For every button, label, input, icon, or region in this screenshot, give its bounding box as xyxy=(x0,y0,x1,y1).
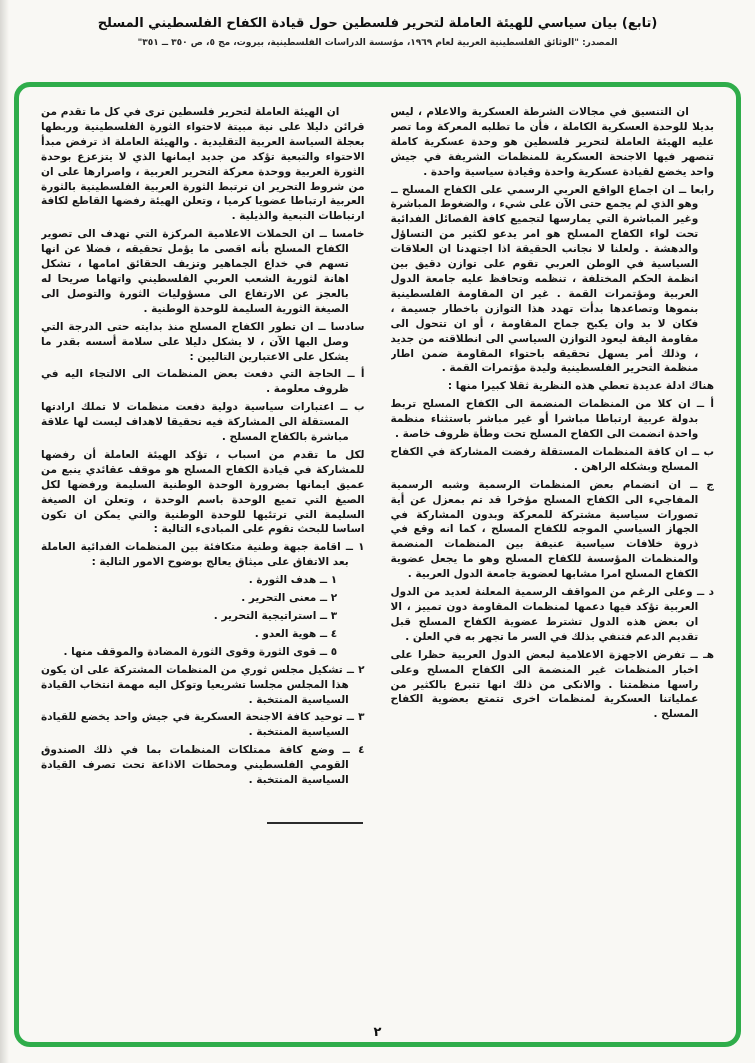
column-right xyxy=(391,105,715,1016)
paragraph: ١ ــ هدف الثورة . xyxy=(248,574,338,587)
paragraph: ٣ ــ توحيد كافة الاجنحة العسكرية في جيش واحد يخضع للقيادة السياسية المنتخبة . xyxy=(41,711,365,739)
paragraph: ٣ ــ استراتيجية التحرير . xyxy=(213,610,338,622)
paragraph: ان الهيئة العاملة لتحرير فلسطين ترى في كل ما تقدم من قرائن دليلا على نية مبيتة لاحتواء الثورة الفلسطينية وربطها بعجلة السياسة العربية التقليدية . والهيئة العاملة اذ ترفض مبدأ الاحتواء والتبعية تؤكد من جديد ايمانها الذي لا يتزعزع بوحدة الثورة العربية ووحدة معركة التحرير العربية ، واصرارها على ان من شروط التحرير ان ترتبط الثورة العربية الفلسطينية بالثورة العربية ارتباطا عضويا كرميا ، وتعلن الهيئة رفضها القاطع لكافة ارتباطات التبعية والذيلية . xyxy=(41,106,365,223)
paragraph: ٥ ــ قوى الثورة وقوى الثورة المضادة والموقف منها . xyxy=(63,645,338,658)
paragraph: ٤ ــ هوية العدو . xyxy=(254,627,338,640)
paragraph: د ــ وعلى الرغم من المواقف الرسمية المعلنة لعديد من الدول العربية تؤكد فيها دعمها لمنظمات المقاومة دون تمييز ، الا ان بعض هذه الدول تشترط عضوية الكفاح المسلح قبل تقديم الدعم فتنفي بذلك في السر ما تجهر به في العلن . xyxy=(390,586,714,643)
paragraph: خامسا ــ ان الحملات الاعلامية المركزة التي تهدف الى تصوير الكفاح المسلح بأنه اقصى ما يؤمل تحقيقه ، فضلا عن انها تسهم في خداع الجماهير وتزيف الحقائق امامها ، تشكل اهانة لثورية الشعب العربي الفلسطيني واتهاما صريحا له بالعجز عن الارتفاع الى مسؤوليات الثورة والتوصل الى الصيغة الثورية السليمة للوحدة الوطنية . xyxy=(41,228,365,315)
paragraph: ١ ــ اقامة جبهة وطنية متكافئة بين المنظمات الفدائية العاملة بعد الاتفاق على ميثاق يعالج بوضوح الامور التالية : xyxy=(41,541,365,569)
paragraph: لكل ما تقدم من اسباب ، تؤكد الهيئة العاملة أن رفضها للمشاركة في قيادة الكفاح المسلح هو موقف عقائدي ينبع من عميق ايمانها بضرورة الوحدة الوطنية السليمة ورفضها لكل الصيغ التي تميع الوحدة باسم الوحدة ، وتعلن ان الصيغة السليمة التي ترتئيها للوحدة الوطنية والتي يمكن ان تكون اساسا للبحث تقوم على المبادىء التالية : xyxy=(41,448,365,536)
column-left-paragraphs xyxy=(41,105,365,788)
paragraph: هـ ــ تفرض الاجهزة الاعلامية لبعض الدول العربية حظرا على اخبار المنظمات غير المنضمة الى الكفاح المسلح وعلى راسها منظمتنا . والانكى من ذلك انها تتبرع بالكثير من عملياتنا العسكرية لمنظمات اخرى تتمتع بعضوية الكفاح المسلح . xyxy=(390,648,714,721)
paragraph: رابعا ــ ان اجماع الواقع العربي الرسمي على الكفاح المسلح ــ وهو الذي لم يجمع حتى الآن على شيء ، والضغوط المباشرة وغير المباشرة التي يمارسها لتجميع كافة الفصائل الفدائية تحت لواء الكفاح المسلح هو امر يدعو لكثير من التساؤل والدهشة . ولعلنا لا نجانب الحقيقة اذا اجتهدنا ان العلاقات السياسية في الوطن العربي تقوم على توازن دقيق بين انظمة الحكم المختلفة ، تنظمه وتحافظ عليه جامعة الدول العربية ومؤتمرات القمة . غير ان المقاومة الفلسطينية بنموها وتصاعدها بدأت تهدد هذا التوازن باخطار جسيمة ، فكان لا بد وان يكبح جماح المقاومة ، أو ان تتحول الى مقاومة اليفة ليعود التوازن السياسي الى انطلاقته من جديد ، وذلك أمر يسهل تحقيقه باحتواء المقاومة ضمن اطار منظمة التحرير الفلسطينية وليدة مؤتمرات القمة . xyxy=(390,183,714,375)
paragraph: أ ــ ان كلا من المنظمات المنضمة الى الكفاح المسلح تربط بدولة عربية ارتباطا مباشرا أو غير مباشر باستثناء منظمة واحدة انضمت الى الكفاح المسلح تحت وطأة ظروف خاصة . xyxy=(390,398,714,441)
document-header xyxy=(0,0,755,48)
paragraph: ٢ ــ معنى التحرير . xyxy=(241,592,338,605)
paragraph: سادسا ــ ان تطور الكفاح المسلح منذ بدايته حتى الدرجة التي وصل اليها الآن ، لا يشكل دليلا على سلامة أسسه بقدر ما يشكل على الاعتبارين التاليين : xyxy=(41,320,365,363)
paragraph: ب ــ اعتبارات سياسية دولية دفعت منظمات لا تملك ارادتها المستقلة الى المشاركة فيه تحقيقا لاهداف ليست لها علاقة مباشرة بالكفاح المسلح . xyxy=(41,401,365,444)
green-frame xyxy=(14,82,741,1047)
text-columns xyxy=(41,105,714,1016)
paragraph: هناك ادلة عديدة تعطي هذه النظرية ثقلا كبيرا منها : xyxy=(447,380,714,393)
paragraph: أ ــ الحاجة التي دفعت بعض المنظمات الى الالتجاء اليه في ظروف معلومة . xyxy=(41,368,365,396)
paragraph: ٤ ــ وضع كافة ممتلكات المنظمات بما في ذلك الصندوق القومي الفلسطيني ومحطات الاذاعة تحت تصرف القيادة السياسية المنتخبة . xyxy=(41,744,365,787)
paragraph: ان التنسيق في مجالات الشرطة العسكرية والاعلام ، ليس بديلا للوحدة العسكرية الكاملة ، فأن ما تطلبه المعركة وما تصر عليه الهيئة العاملة لتحرير فلسطين هو وحدة عسكرية كاملة تنصهر فيها الاجنحة العسكرية للمنظمات الشريفة في جيش واحد يخضع لقيادة عسكرية واحدة وقيادة سياسية واحدة . xyxy=(390,106,714,178)
paragraph: ج ــ ان انضمام بعض المنظمات الرسمية وشبه الرسمية المفاجيء الى الكفاح المسلح مؤخرا قد تم بمعزل عن أية تصورات سياسية مشتركة للمعركة وبدون المشاركة في الجهاز السياسي الموجه للكفاح المسلح ، كما انه وقع في ذروة خلافات سياسية عنيفة بين المنظمات المنضمة والمنظمات المؤسسة للكفاح المسلح وهو ما يجعل عضوية الكفاح المسلح امرا مشابها لعضوية جامعة الدول العربية . xyxy=(390,478,714,581)
paragraph: ب ــ ان كافة المنظمات المستقلة رفضت المشاركة في الكفاح المسلح وبشكله الراهن . xyxy=(390,445,714,473)
page-number: ٢ xyxy=(373,1025,382,1040)
column-left xyxy=(41,105,365,1016)
paragraph: ٢ ــ تشكيل مجلس ثوري من المنظمات المشتركة على ان يكون هذا المجلس مجلسا تشريعيا وتوكل اليه مهمة انتخاب القيادة السياسية المنتخبة . xyxy=(41,663,365,706)
end-divider xyxy=(267,822,363,824)
page-title: (تابع) بيان سياسي للهيئة العاملة لتحرير فلسطين حول قيادة الكفاح الفلسطيني المسلح xyxy=(97,16,658,31)
source-line: المصدر: "الوثائق الفلسطينية العربية لعام ١٩٦٩، مؤسسة الدراسات الفلسطينية، بيروت، مج ٥، ص ٣٥٠ ــ ٣٥١" xyxy=(137,38,618,48)
column-right-paragraphs xyxy=(391,105,715,722)
